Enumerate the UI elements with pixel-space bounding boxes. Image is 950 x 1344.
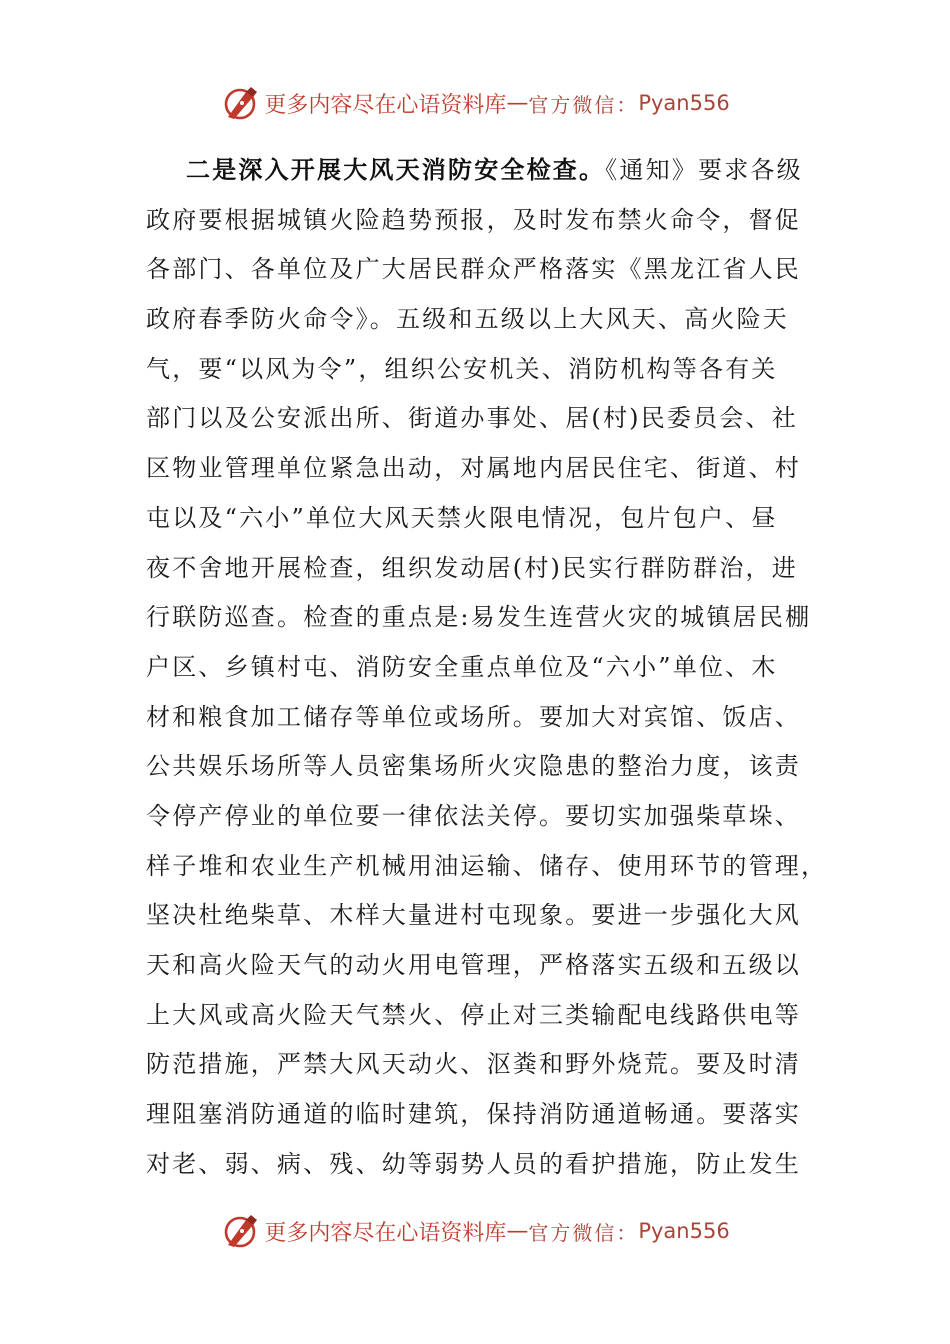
banner-title: 更多内容尽在心语资料库 xyxy=(264,1220,507,1246)
paragraph-line: 材和粮食加工储存等单位或场所。要加大对宾馆、饭店、 xyxy=(146,702,801,731)
paragraph-line: 政府要根据城镇火险趋势预报，及时发布禁火命令，督促 xyxy=(146,205,801,234)
banner-separator: — xyxy=(506,90,529,116)
header-banner xyxy=(0,78,950,128)
paragraph-lead: 二是深入开展大风天消防安全检查。 xyxy=(186,156,606,184)
banner-wechat-id: Pyan556 xyxy=(638,1219,730,1243)
pen-nib-logo-icon xyxy=(220,1211,260,1251)
paragraph-line: 屯以及“六小”单位大风天禁火限电情况，包片包户、昼 xyxy=(146,503,778,532)
paragraph-line: 坚决杜绝柴草、木样大量进村屯现象。要进一步强化大风 xyxy=(146,901,801,930)
banner-subtitle: 官方微信： xyxy=(528,1220,639,1245)
paragraph-line: 理阻塞消防通道的临时建筑，保持消防通道畅通。要落实 xyxy=(146,1100,801,1129)
paragraph-line: 夜不舍地开展检查，组织发动居(村)民实行群防群治，进 xyxy=(146,553,798,582)
paragraph-line: 样子堆和农业生产机械用油运输、储存、使用环节的管理， xyxy=(146,851,828,880)
paragraph-line: 令停产停业的单位要一律依法关停。要切实加强柴草垛、 xyxy=(146,801,801,830)
footer-banner xyxy=(0,1206,950,1256)
paragraph-line: 政府春季防火命令》。五级和五级以上大风天、高火险天 xyxy=(146,305,789,334)
paragraph-line: 区物业管理单位紧急出动，对属地内居民住宅、街道、村 xyxy=(146,454,801,483)
paragraph-line-text: 《通知》要求各级 xyxy=(605,156,803,184)
banner-subtitle: 官方微信： xyxy=(528,92,639,117)
paragraph-line: 上大风或高火险天气禁火、停止对三类输配电线路供电等 xyxy=(146,1000,801,1029)
paragraph-line: 行联防巡查。检查的重点是:易发生连营火灾的城镇居民棚 xyxy=(146,603,812,632)
banner-title: 更多内容尽在心语资料库 xyxy=(264,92,507,118)
paragraph-line xyxy=(146,146,803,196)
paragraph-line: 气，要“以风为令”，组织公安机关、消防机构等各有关 xyxy=(146,354,778,383)
paragraph-line: 公共娱乐场所等人员密集场所火灾隐患的整治力度，该责 xyxy=(146,752,801,781)
paragraph-line: 对老、弱、病、残、幼等弱势人员的看护措施，防止发生 xyxy=(146,1149,801,1178)
pen-nib-logo-icon xyxy=(220,83,260,123)
paragraph-line: 部门以及公安派出所、街道办事处、居(村)民委员会、社 xyxy=(146,404,798,433)
paragraph-line: 户区、乡镇村屯、消防安全重点单位及“六小”单位、木 xyxy=(146,652,778,681)
document-body xyxy=(146,146,828,1189)
paragraph-line: 天和高火险天气的动火用电管理，严格落实五级和五级以 xyxy=(146,951,801,979)
paragraph-line: 防范措施，严禁大风天动火、沤粪和野外烧荒。要及时清 xyxy=(146,1050,801,1079)
banner-separator: — xyxy=(506,1218,529,1244)
banner-wechat-id: Pyan556 xyxy=(638,91,730,115)
paragraph-line: 各部门、各单位及广大居民群众严格落实《黑龙江省人民 xyxy=(146,255,801,284)
